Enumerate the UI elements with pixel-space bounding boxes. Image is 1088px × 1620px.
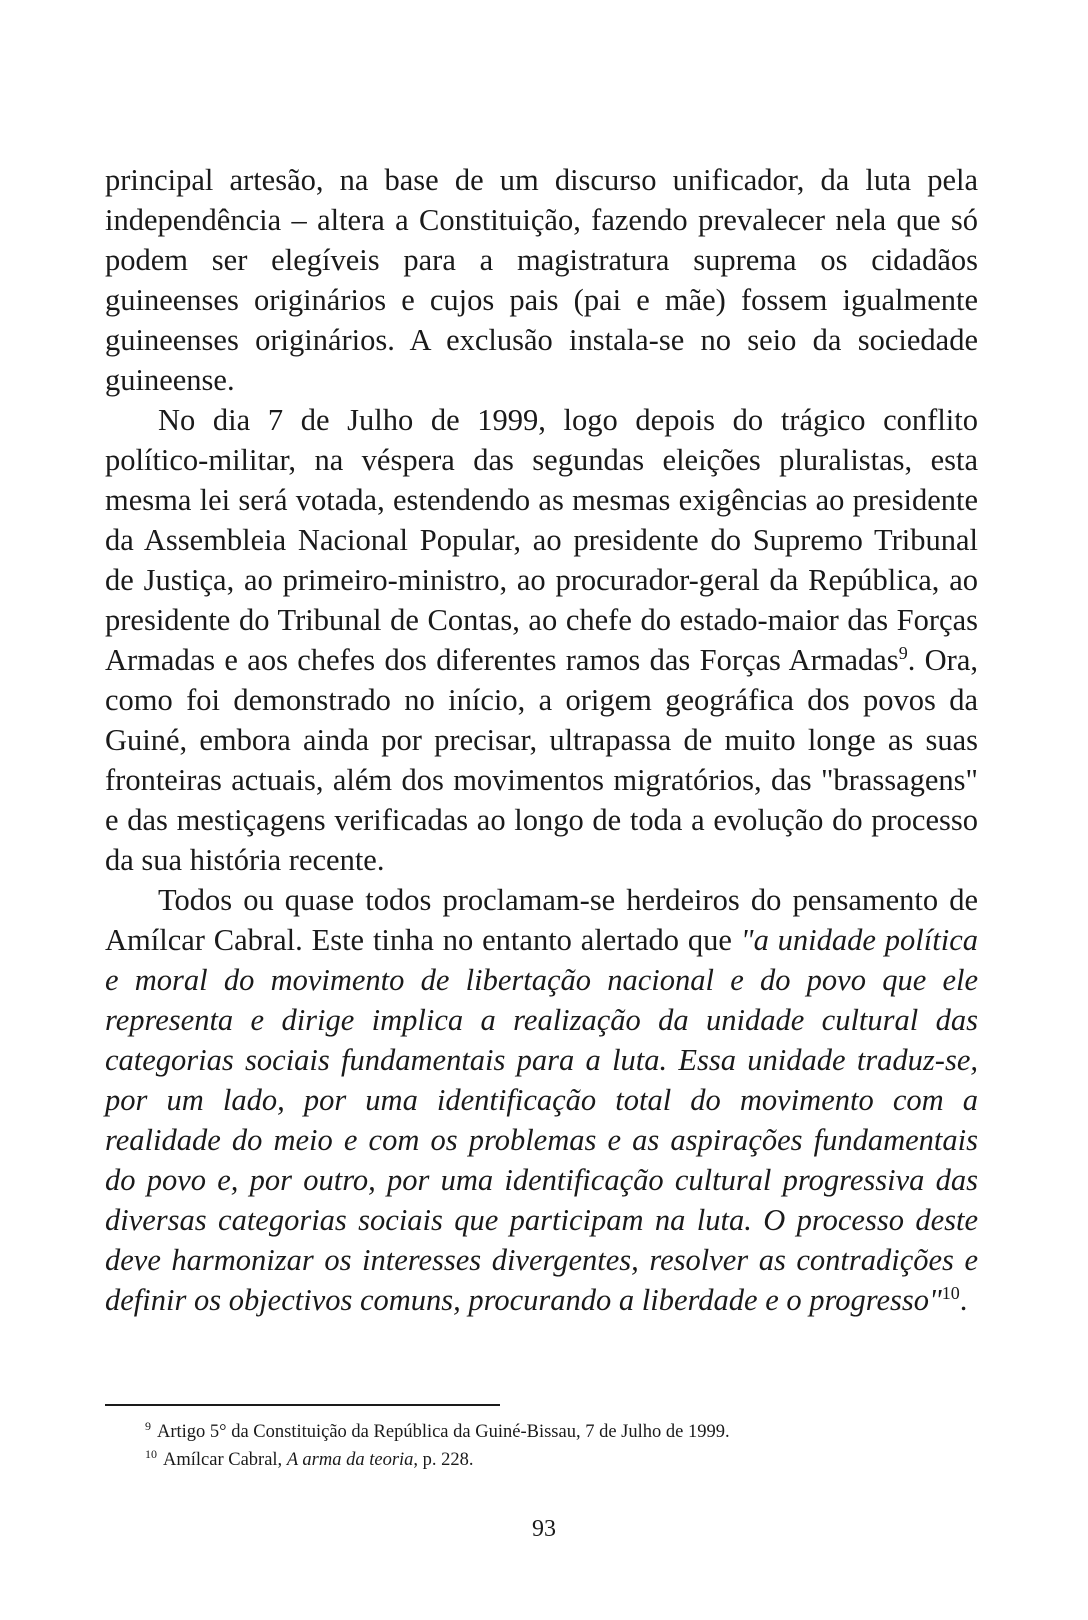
footnote-number: 9	[145, 1418, 151, 1433]
book-title: A arma da teoria	[286, 1450, 414, 1470]
footnote-text: Amílcar Cabral,	[163, 1450, 287, 1470]
footnote-text-end: , p. 228.	[413, 1450, 474, 1470]
footnote-ref-10: 10	[941, 1282, 960, 1303]
page-number: 93	[532, 1516, 556, 1542]
footnote-number: 10	[145, 1446, 157, 1461]
page-body	[105, 160, 978, 1320]
footnote-ref-9: 9	[898, 642, 908, 663]
footnotes	[145, 1418, 945, 1474]
footnote-10	[145, 1446, 945, 1474]
paragraph-3-text: Todos ou quase todos proclamam-se herdeiros do pensamento de Amílcar Cabral. Este tinha no entanto alertado que	[105, 883, 978, 957]
footnote-text: Artigo 5° da Constituição da República da Guiné-Bissau, 7 de Julho de 1999.	[157, 1422, 730, 1442]
paragraph-2	[105, 400, 978, 880]
paragraph-2-text: No dia 7 de Julho de 1999, logo depois do trágico conflito político-militar, na véspera das segundas eleições pluralistas, esta mesma lei será votada, estendendo as mesmas exigências ao presidente da Assembleia Nacional Popular, ao presidente do Supremo Tribunal de Justiça, ao primeiro-ministro, ao procurador-geral da República, ao presidente do Tribunal de Contas, ao chefe do estado-maior das Forças Armadas e aos chefes dos diferentes ramos das Forças Armadas	[105, 403, 978, 677]
footnote-divider	[105, 1404, 500, 1406]
paragraph-1: principal artesão, na base de um discurso unificador, da luta pela independência – altera a Constituição, fazendo prevalecer nela que só podem ser elegíveis para a magistratura suprema os cidadãos guineenses originários e cujos pais (pai e mãe) fossem igualmente guineenses originários. A exclusão instala-se no seio da sociedade guineense.	[105, 163, 978, 397]
paragraph-2-rest: . Ora, como foi demonstrado no início, a origem geográfica dos povos da Guiné, embora ainda por precisar, ultrapassa de muito longe as suas fronteiras actuais, além dos movimentos migratórios, das "brassagens" e das mestiçagens verificadas ao longo de toda a evolução do processo da sua história recente.	[105, 643, 978, 877]
paragraph-3	[105, 880, 978, 1320]
footnote-9	[145, 1418, 945, 1446]
cabral-quote: "a unidade política e moral do movimento de libertação nacional e do povo que ele representa e dirige implica a realização da unidade cultural das categorias sociais fundamentais para a luta. Essa unidade traduz-se, por um lado, por uma identificação total do movimento com a realidade do meio e com os problemas e as aspirações fundamentais do povo e, por outro, por uma identificação cultural progressiva das diversas categorias sociais que participam na luta. O processo deste deve harmonizar os interesses divergentes, resolver as contradições e definir os objectivos comuns, procurando a liberdade e o progresso"	[105, 923, 978, 1317]
paragraph-3-end: .	[959, 1283, 968, 1317]
